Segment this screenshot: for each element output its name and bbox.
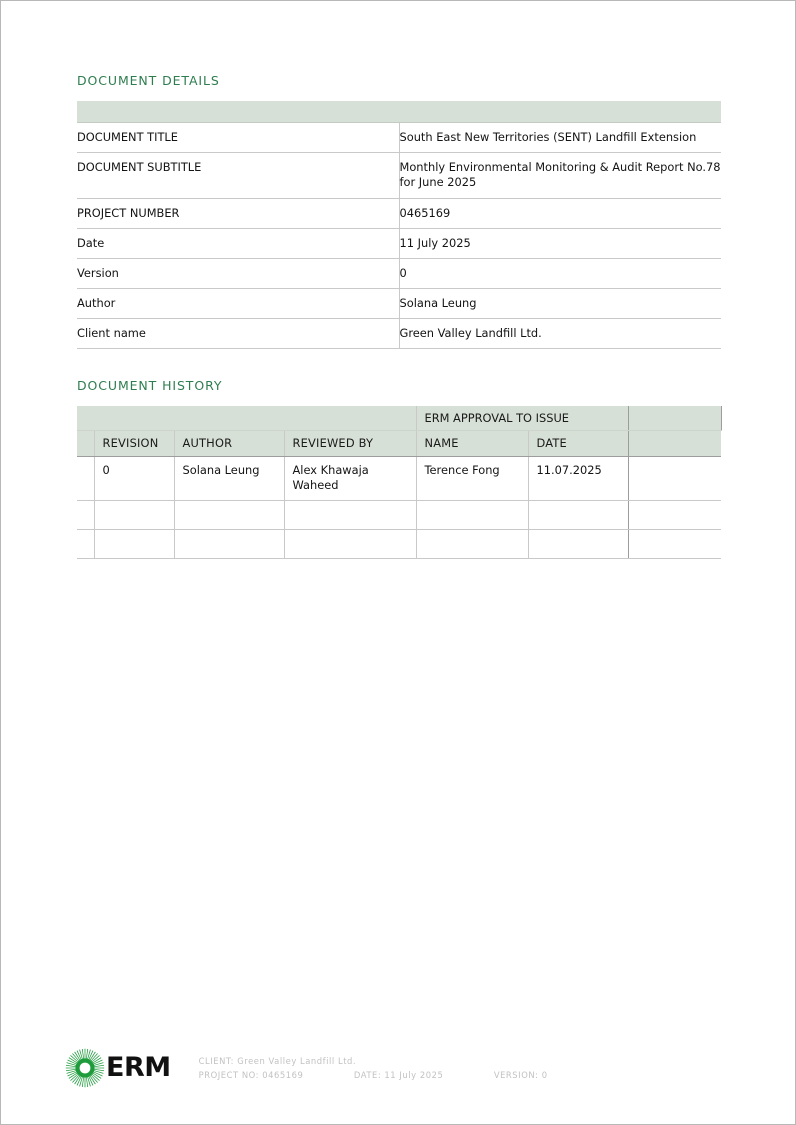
erm-logo (65, 1047, 171, 1089)
details-header-band-cell (77, 101, 721, 123)
history-header-date: DATE (528, 431, 628, 457)
footer-project-no: PROJECT NO: 0465169 (198, 1070, 304, 1080)
history-header-trailing-blank (628, 431, 721, 457)
history-header-blank (77, 431, 94, 457)
details-label-author: Author (77, 289, 399, 319)
history-cell-extra (628, 501, 721, 530)
history-cell-author (174, 530, 284, 559)
footer-detail-line (199, 1068, 548, 1082)
history-header-reviewed-by: REVIEWED BY (284, 431, 416, 457)
details-label-version: Version (77, 259, 399, 289)
table-row (77, 457, 721, 501)
history-cell-spacer (77, 501, 94, 530)
history-group-header-approval: ERM APPROVAL TO ISSUE (416, 406, 628, 431)
table-row (77, 319, 721, 349)
document-history-table (77, 406, 722, 559)
document-details-table (77, 101, 721, 349)
history-cell-date (528, 501, 628, 530)
details-value-client-name: Green Valley Landfill Ltd. (399, 319, 721, 349)
history-cell-extra (628, 530, 721, 559)
history-group-spacer-2 (94, 406, 174, 431)
history-group-spacer-5 (628, 406, 721, 431)
footer-client-line: CLIENT: Green Valley Landfill Ltd. (198, 1056, 357, 1066)
history-cell-revision: 0 (94, 457, 174, 501)
history-cell-reviewed-by (284, 530, 416, 559)
details-label-document-title: DOCUMENT TITLE (77, 123, 399, 153)
table-row (77, 530, 721, 559)
erm-logo-text: ERM (106, 1052, 171, 1083)
history-group-spacer-4 (284, 406, 416, 431)
history-header-author: AUTHOR (174, 431, 284, 457)
table-row (77, 289, 721, 319)
table-row (77, 229, 721, 259)
history-header-name: NAME (416, 431, 528, 457)
details-table-header-band (77, 101, 721, 123)
erm-sunburst-logo-icon (65, 1048, 105, 1088)
footer-date: DATE: 11 July 2025 (353, 1070, 444, 1080)
table-row (77, 259, 721, 289)
history-cell-name (416, 530, 528, 559)
details-value-author: Solana Leung (399, 289, 721, 319)
history-cell-extra (628, 457, 721, 501)
details-value-document-title: South East New Territories (SENT) Landfill Extension (399, 123, 721, 153)
footer-version: VERSION: 0 (493, 1070, 548, 1080)
history-cell-revision (94, 501, 174, 530)
history-cell-date: 11.07.2025 (528, 457, 628, 501)
history-header-revision: REVISION (94, 431, 174, 457)
history-cell-author (174, 501, 284, 530)
details-value-project-number: 0465169 (399, 199, 721, 229)
table-row (77, 123, 721, 153)
history-cell-spacer (77, 457, 94, 501)
footer-meta (199, 1054, 548, 1082)
page-content (77, 73, 721, 559)
history-cell-author: Solana Leung (174, 457, 284, 501)
table-row (77, 153, 721, 199)
details-value-document-subtitle: Monthly Environmental Monitoring & Audit Report No.78 for June 2025 (399, 153, 721, 199)
history-cell-name (416, 501, 528, 530)
history-group-header-row (77, 406, 721, 431)
history-cell-reviewed-by (284, 501, 416, 530)
history-group-spacer-3 (174, 406, 284, 431)
details-value-date: 11 July 2025 (399, 229, 721, 259)
document-details-heading: DOCUMENT DETAILS (77, 73, 220, 88)
table-row (77, 199, 721, 229)
details-label-document-subtitle: DOCUMENT SUBTITLE (77, 153, 399, 199)
details-label-date: Date (77, 229, 399, 259)
history-cell-date (528, 530, 628, 559)
history-column-header-row (77, 431, 721, 457)
document-history-heading: DOCUMENT HISTORY (77, 378, 223, 393)
history-cell-reviewed-by: Alex Khawaja Waheed (284, 457, 416, 501)
table-row (77, 501, 721, 530)
page-footer (65, 1047, 548, 1089)
history-cell-name: Terence Fong (416, 457, 528, 501)
history-cell-revision (94, 530, 174, 559)
history-group-spacer-1 (77, 406, 94, 431)
details-label-project-number: PROJECT NUMBER (77, 199, 399, 229)
details-value-version: 0 (399, 259, 721, 289)
history-cell-spacer (77, 530, 94, 559)
details-label-client-name: Client name (77, 319, 399, 349)
